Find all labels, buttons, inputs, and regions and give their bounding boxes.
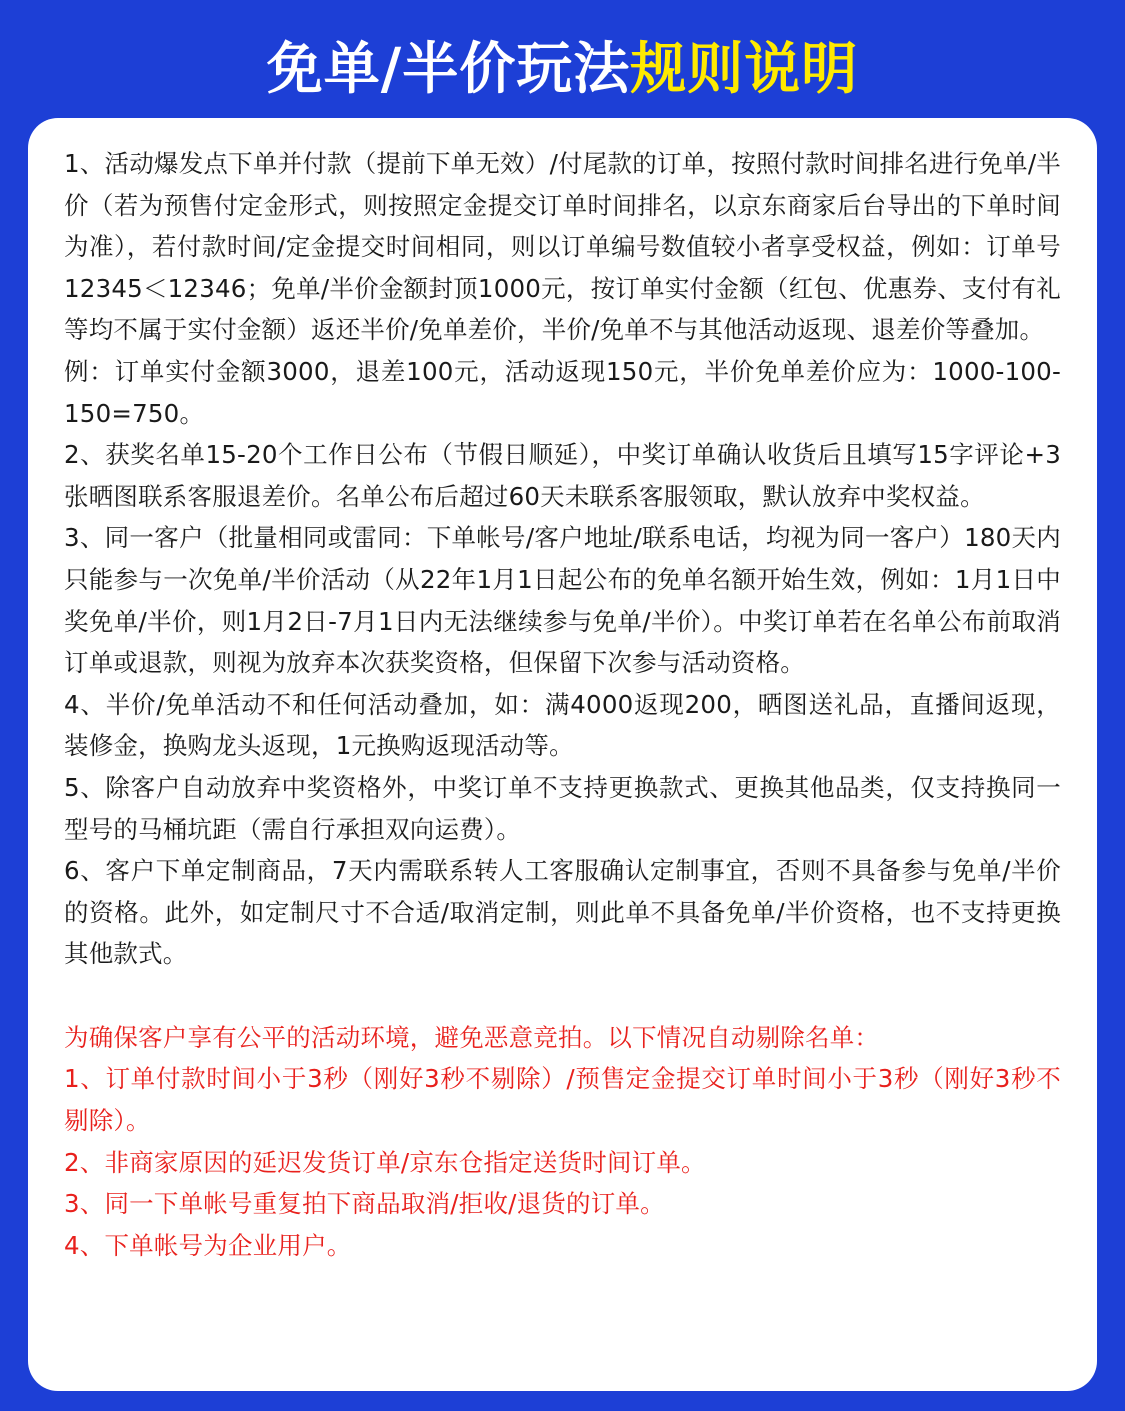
- removal-intro: 为确保客户享有公平的活动环境，避免恶意竞拍。以下情况自动剔除名单：: [64, 1022, 880, 1052]
- rule-1: 1、活动爆发点下单并付款（提前下单无效）/付尾款的订单，按照付款时间排名进行免单/半价（若为预售付定金形式，则按照定金提交订单时间排名，以京东商家后台导出的下单时间为准），若付款时间/定金提交时间相同，则以订单编号数值较小者享受权益，例如：订单号12345＜12346；免单/半价金额封顶1000元，按订单实付金额（红包、优惠券、支付有礼等均不属于实付金额）返还半价/免单差价，半价/免单不与其他活动返现、退差价等叠加。: [64, 149, 1061, 345]
- removal-item-1: 1、订单付款时间小于3秒（刚好3秒不剔除）/预售定金提交订单时间小于3秒（刚好3秒不剔除）。: [64, 1064, 1061, 1136]
- rule-5: 5、除客户自动放弃中奖资格外，中奖订单不支持更换款式、更换其他品类，仅支持换同一型号的马桶坑距（需自行承担双向运费）。: [64, 772, 1061, 844]
- page-title: [0, 30, 1125, 110]
- rule-3: 3、同一客户（批量相同或雷同：下单帐号/客户地址/联系电话，均视为同一客户）180天内只能参与一次免单/半价活动（从22年1月1日起公布的免单名额开始生效，例如：1月1日中奖免单/半价，则1月2日-7月1日内无法继续参与免单/半价）。中奖订单若在名单公布前取消订单或退款，则视为放弃本次获奖资格，但保留下次参与活动资格。: [64, 523, 1061, 678]
- rule-example: 例：订单实付金额3000，退差100元，活动返现150元，半价免单差价应为：1000-100-150=750。: [64, 356, 1061, 428]
- removal-item-2: 2、非商家原因的延迟发货订单/京东仓指定送货时间订单。: [64, 1147, 706, 1177]
- rule-6: 6、客户下单定制商品，7天内需联系转人工客服确认定制事宜，否则不具备参与免单/半价的资格。此外，如定制尺寸不合适/取消定制，则此单不具备免单/半价资格，也不支持更换其他款式。: [64, 856, 1061, 969]
- title-yellow-part: 规则说明: [630, 37, 859, 102]
- removal-item-4: 4、下单帐号为企业用户。: [64, 1230, 352, 1260]
- title-white-part: 免单/半价玩法: [266, 37, 631, 102]
- section-gap: [64, 975, 1061, 1017]
- rules-card: [28, 118, 1097, 1391]
- removal-item-3: 3、同一下单帐号重复拍下商品取消/拒收/退货的订单。: [64, 1189, 665, 1219]
- rule-2: 2、获奖名单15-20个工作日公布（节假日顺延），中奖订单确认收货后且填写15字评论+3张晒图联系客服退差价。名单公布后超过60天未联系客服领取，默认放弃中奖权益。: [64, 440, 1061, 511]
- rule-4: 4、半价/免单活动不和任何活动叠加，如：满4000返现200，晒图送礼品，直播间返现，装修金，换购龙头返现，1元换购返现活动等。: [64, 689, 1061, 761]
